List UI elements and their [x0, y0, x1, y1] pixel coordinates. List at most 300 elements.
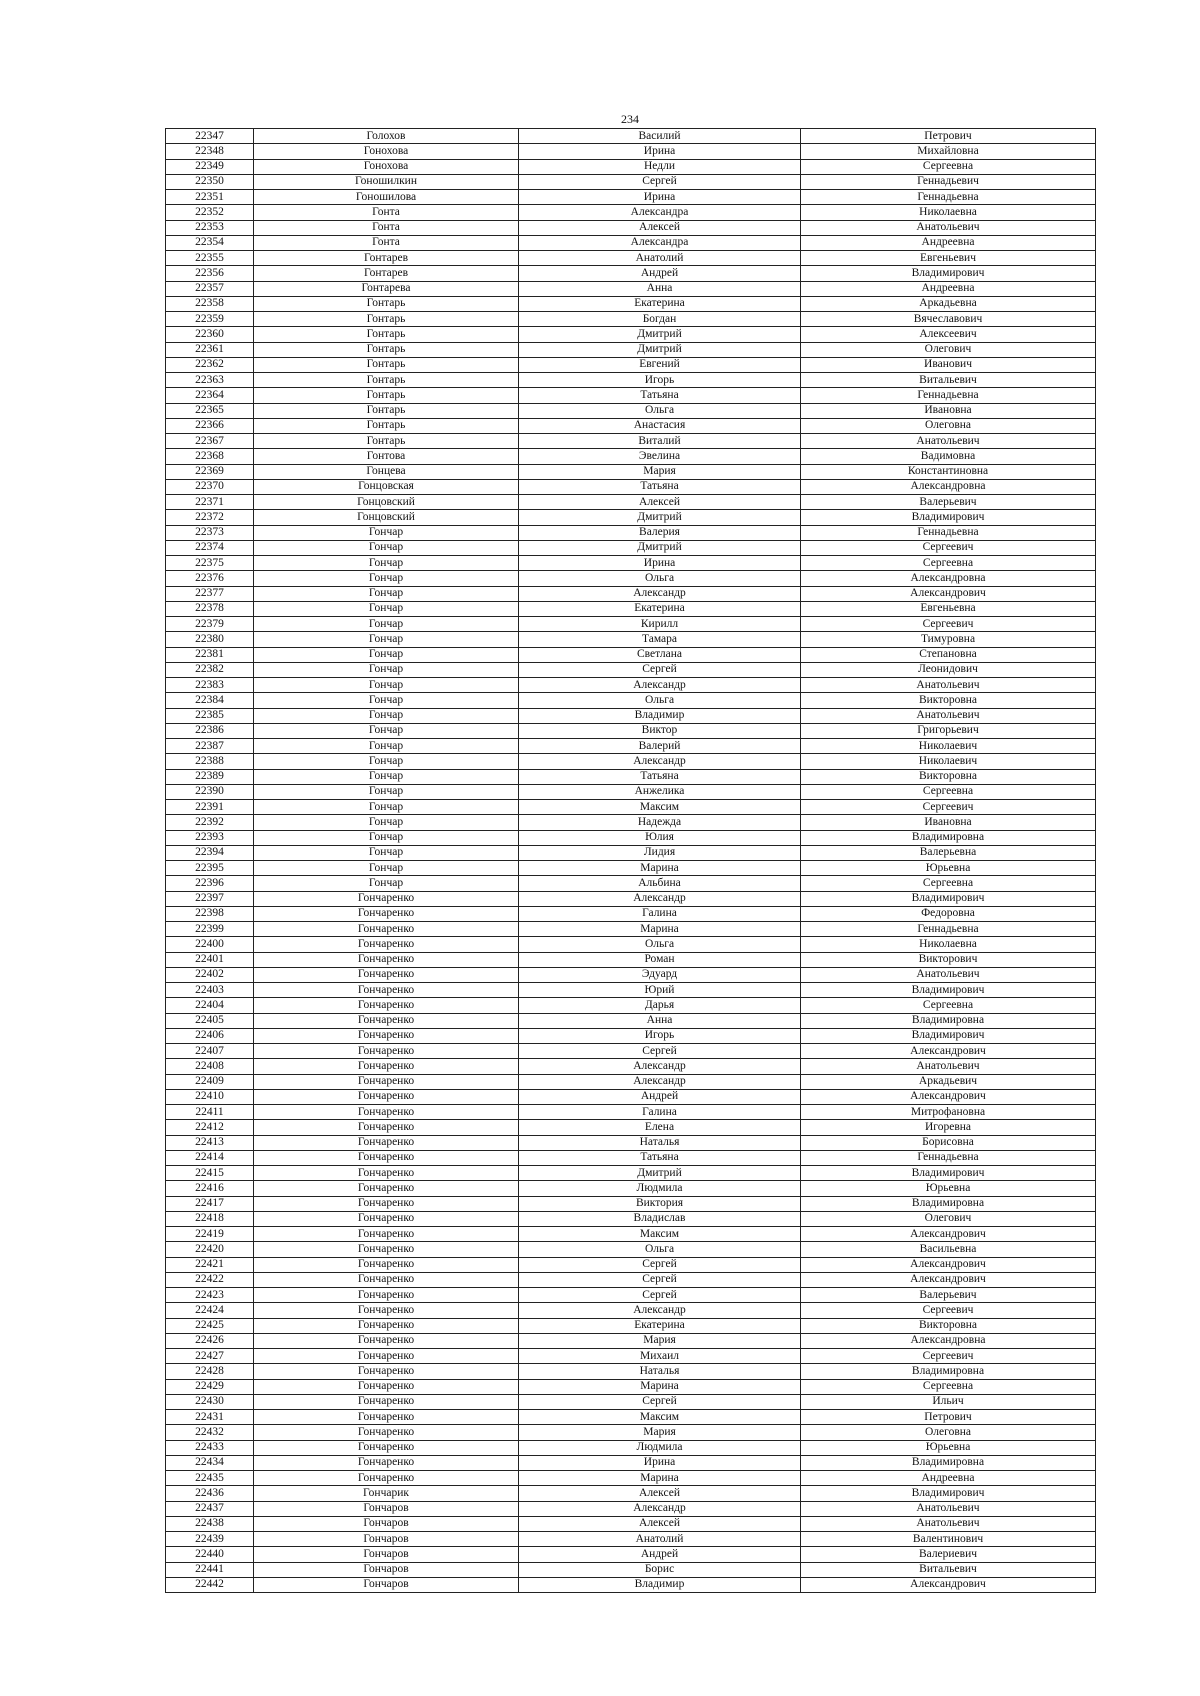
record-number-cell: 22412 — [166, 1120, 254, 1135]
record-number-cell: 22407 — [166, 1044, 254, 1059]
first-name-cell: Михаил — [519, 1349, 801, 1364]
patronymic-cell: Валентинович — [801, 1532, 1096, 1547]
record-number-cell: 22424 — [166, 1303, 254, 1318]
table-row — [166, 373, 1096, 388]
last-name-cell: Гончаров — [254, 1547, 519, 1562]
last-name-cell: Гонтарева — [254, 281, 519, 296]
first-name-cell: Сергей — [519, 662, 801, 677]
last-name-cell: Гончар — [254, 678, 519, 693]
record-number-cell: 22353 — [166, 220, 254, 235]
last-name-cell: Гонтарь — [254, 403, 519, 418]
first-name-cell: Ольга — [519, 693, 801, 708]
record-number-cell: 22363 — [166, 373, 254, 388]
first-name-cell: Александр — [519, 586, 801, 601]
first-name-cell: Альбина — [519, 876, 801, 891]
first-name-cell: Татьяна — [519, 769, 801, 784]
last-name-cell: Гончарик — [254, 1486, 519, 1501]
first-name-cell: Галина — [519, 1105, 801, 1120]
first-name-cell: Андрей — [519, 266, 801, 281]
patronymic-cell: Сергеевна — [801, 1379, 1096, 1394]
first-name-cell: Богдан — [519, 312, 801, 327]
table-row — [166, 632, 1096, 647]
table-row — [166, 266, 1096, 281]
table-row — [166, 1532, 1096, 1547]
table-row — [166, 1394, 1096, 1409]
patronymic-cell: Николаевна — [801, 205, 1096, 220]
record-number-cell: 22356 — [166, 266, 254, 281]
table-row — [166, 1562, 1096, 1577]
last-name-cell: Гончаренко — [254, 1028, 519, 1043]
table-row — [166, 1089, 1096, 1104]
last-name-cell: Гончаренко — [254, 1196, 519, 1211]
last-name-cell: Гончар — [254, 571, 519, 586]
patronymic-cell: Анатольевич — [801, 434, 1096, 449]
patronymic-cell: Викторовна — [801, 693, 1096, 708]
patronymic-cell: Сергеевич — [801, 617, 1096, 632]
first-name-cell: Ирина — [519, 144, 801, 159]
first-name-cell: Дарья — [519, 998, 801, 1013]
record-number-cell: 22409 — [166, 1074, 254, 1089]
record-number-cell: 22368 — [166, 449, 254, 464]
first-name-cell: Алексей — [519, 495, 801, 510]
last-name-cell: Гончаренко — [254, 906, 519, 921]
table-row — [166, 693, 1096, 708]
table-row — [166, 937, 1096, 952]
table-row — [166, 235, 1096, 250]
patronymic-cell: Александрович — [801, 1272, 1096, 1287]
table-row — [166, 1455, 1096, 1470]
table-row — [166, 1379, 1096, 1394]
first-name-cell: Игорь — [519, 373, 801, 388]
last-name-cell: Гончар — [254, 876, 519, 891]
record-number-cell: 22389 — [166, 769, 254, 784]
last-name-cell: Гонтарь — [254, 373, 519, 388]
registry-table — [165, 128, 1096, 1593]
table-row — [166, 1577, 1096, 1592]
last-name-cell: Гончаров — [254, 1532, 519, 1547]
record-number-cell: 22419 — [166, 1227, 254, 1242]
last-name-cell: Гончар — [254, 830, 519, 845]
patronymic-cell: Александрович — [801, 1227, 1096, 1242]
patronymic-cell: Ивановна — [801, 403, 1096, 418]
patronymic-cell: Юрьевна — [801, 1181, 1096, 1196]
patronymic-cell: Владимировна — [801, 830, 1096, 845]
patronymic-cell: Леонидович — [801, 662, 1096, 677]
patronymic-cell: Александрович — [801, 1257, 1096, 1272]
patronymic-cell: Сергеевна — [801, 998, 1096, 1013]
patronymic-cell: Геннадьевна — [801, 525, 1096, 540]
last-name-cell: Гонта — [254, 235, 519, 250]
first-name-cell: Сергей — [519, 1044, 801, 1059]
record-number-cell: 22360 — [166, 327, 254, 342]
last-name-cell: Гончаров — [254, 1516, 519, 1531]
table-row — [166, 1059, 1096, 1074]
patronymic-cell: Владимировна — [801, 1196, 1096, 1211]
first-name-cell: Сергей — [519, 174, 801, 189]
record-number-cell: 22376 — [166, 571, 254, 586]
last-name-cell: Гончар — [254, 754, 519, 769]
table-row — [166, 220, 1096, 235]
first-name-cell: Сергей — [519, 1272, 801, 1287]
last-name-cell: Гончаренко — [254, 1425, 519, 1440]
last-name-cell: Гончаренко — [254, 1227, 519, 1242]
first-name-cell: Алексей — [519, 1486, 801, 1501]
table-row — [166, 1181, 1096, 1196]
patronymic-cell: Александрович — [801, 586, 1096, 601]
patronymic-cell: Викторович — [801, 952, 1096, 967]
last-name-cell: Гончаренко — [254, 1349, 519, 1364]
patronymic-cell: Николаевна — [801, 937, 1096, 952]
first-name-cell: Надежда — [519, 815, 801, 830]
record-number-cell: 22426 — [166, 1333, 254, 1348]
patronymic-cell: Тимуровна — [801, 632, 1096, 647]
table-row — [166, 601, 1096, 616]
record-number-cell: 22350 — [166, 174, 254, 189]
record-number-cell: 22349 — [166, 159, 254, 174]
first-name-cell: Елена — [519, 1120, 801, 1135]
last-name-cell: Гончар — [254, 632, 519, 647]
record-number-cell: 22364 — [166, 388, 254, 403]
first-name-cell: Василий — [519, 129, 801, 144]
last-name-cell: Гончар — [254, 647, 519, 662]
first-name-cell: Татьяна — [519, 1150, 801, 1165]
last-name-cell: Гончаренко — [254, 952, 519, 967]
first-name-cell: Андрей — [519, 1547, 801, 1562]
table-row — [166, 662, 1096, 677]
record-number-cell: 22385 — [166, 708, 254, 723]
table-row — [166, 800, 1096, 815]
record-number-cell: 22374 — [166, 540, 254, 555]
patronymic-cell: Иванович — [801, 357, 1096, 372]
table-row — [166, 159, 1096, 174]
first-name-cell: Марина — [519, 922, 801, 937]
record-number-cell: 22441 — [166, 1562, 254, 1577]
last-name-cell: Гончаренко — [254, 1120, 519, 1135]
table-row — [166, 723, 1096, 738]
first-name-cell: Эвелина — [519, 449, 801, 464]
patronymic-cell: Александрович — [801, 1089, 1096, 1104]
first-name-cell: Юрий — [519, 983, 801, 998]
table-row — [166, 1349, 1096, 1364]
last-name-cell: Гончар — [254, 525, 519, 540]
record-number-cell: 22428 — [166, 1364, 254, 1379]
patronymic-cell: Валерьевна — [801, 845, 1096, 860]
patronymic-cell: Ивановна — [801, 815, 1096, 830]
first-name-cell: Валерия — [519, 525, 801, 540]
first-name-cell: Александр — [519, 1501, 801, 1516]
patronymic-cell: Викторовна — [801, 769, 1096, 784]
table-row — [166, 1486, 1096, 1501]
table-row — [166, 129, 1096, 144]
first-name-cell: Евгений — [519, 357, 801, 372]
table-row — [166, 434, 1096, 449]
record-number-cell: 22352 — [166, 205, 254, 220]
table-row — [166, 403, 1096, 418]
last-name-cell: Гончар — [254, 601, 519, 616]
table-row — [166, 1471, 1096, 1486]
table-row — [166, 418, 1096, 433]
first-name-cell: Максим — [519, 1227, 801, 1242]
last-name-cell: Гонтарев — [254, 266, 519, 281]
table-row — [166, 357, 1096, 372]
patronymic-cell: Алексеевич — [801, 327, 1096, 342]
last-name-cell: Гончар — [254, 693, 519, 708]
first-name-cell: Мария — [519, 464, 801, 479]
record-number-cell: 22415 — [166, 1166, 254, 1181]
table-row — [166, 1303, 1096, 1318]
table-row — [166, 1272, 1096, 1287]
patronymic-cell: Олегович — [801, 1211, 1096, 1226]
patronymic-cell: Геннадьевич — [801, 174, 1096, 189]
record-number-cell: 22434 — [166, 1455, 254, 1470]
record-number-cell: 22411 — [166, 1105, 254, 1120]
table-row — [166, 891, 1096, 906]
record-number-cell: 22361 — [166, 342, 254, 357]
record-number-cell: 22387 — [166, 739, 254, 754]
patronymic-cell: Григорьевич — [801, 723, 1096, 738]
record-number-cell: 22423 — [166, 1288, 254, 1303]
table-row — [166, 312, 1096, 327]
first-name-cell: Татьяна — [519, 479, 801, 494]
patronymic-cell: Владимирович — [801, 983, 1096, 998]
table-row — [166, 1227, 1096, 1242]
last-name-cell: Гончаренко — [254, 1318, 519, 1333]
table-row — [166, 708, 1096, 723]
last-name-cell: Гончаренко — [254, 967, 519, 982]
record-number-cell: 22393 — [166, 830, 254, 845]
record-number-cell: 22439 — [166, 1532, 254, 1547]
patronymic-cell: Владимирович — [801, 1028, 1096, 1043]
table-row — [166, 540, 1096, 555]
patronymic-cell: Геннадьевна — [801, 1150, 1096, 1165]
record-number-cell: 22408 — [166, 1059, 254, 1074]
table-row — [166, 617, 1096, 632]
last-name-cell: Гонохова — [254, 159, 519, 174]
record-number-cell: 22391 — [166, 800, 254, 815]
first-name-cell: Людмила — [519, 1440, 801, 1455]
record-number-cell: 22382 — [166, 662, 254, 677]
last-name-cell: Гонтарь — [254, 357, 519, 372]
registry-body — [166, 129, 1096, 1593]
first-name-cell: Лидия — [519, 845, 801, 860]
record-number-cell: 22418 — [166, 1211, 254, 1226]
record-number-cell: 22359 — [166, 312, 254, 327]
patronymic-cell: Сергеевна — [801, 556, 1096, 571]
first-name-cell: Борис — [519, 1562, 801, 1577]
patronymic-cell: Константиновна — [801, 464, 1096, 479]
first-name-cell: Александр — [519, 1059, 801, 1074]
record-number-cell: 22399 — [166, 922, 254, 937]
table-row — [166, 1516, 1096, 1531]
first-name-cell: Дмитрий — [519, 1166, 801, 1181]
last-name-cell: Гончар — [254, 815, 519, 830]
first-name-cell: Александр — [519, 678, 801, 693]
first-name-cell: Александра — [519, 205, 801, 220]
first-name-cell: Екатерина — [519, 601, 801, 616]
record-number-cell: 22375 — [166, 556, 254, 571]
patronymic-cell: Анатольевич — [801, 967, 1096, 982]
record-number-cell: 22430 — [166, 1394, 254, 1409]
last-name-cell: Гончаренко — [254, 1211, 519, 1226]
table-row — [166, 449, 1096, 464]
patronymic-cell: Александровна — [801, 1333, 1096, 1348]
table-row — [166, 815, 1096, 830]
record-number-cell: 22433 — [166, 1440, 254, 1455]
table-row — [166, 845, 1096, 860]
last-name-cell: Гончаров — [254, 1562, 519, 1577]
record-number-cell: 22378 — [166, 601, 254, 616]
last-name-cell: Гончаренко — [254, 1257, 519, 1272]
last-name-cell: Гончар — [254, 739, 519, 754]
page-number: 234 — [621, 112, 639, 126]
patronymic-cell: Сергеевна — [801, 784, 1096, 799]
last-name-cell: Гонтарь — [254, 327, 519, 342]
table-row — [166, 1257, 1096, 1272]
last-name-cell: Гоношилкин — [254, 174, 519, 189]
first-name-cell: Кирилл — [519, 617, 801, 632]
patronymic-cell: Витальевич — [801, 373, 1096, 388]
last-name-cell: Гончар — [254, 586, 519, 601]
patronymic-cell: Петрович — [801, 1410, 1096, 1425]
first-name-cell: Анатолий — [519, 251, 801, 266]
record-number-cell: 22437 — [166, 1501, 254, 1516]
patronymic-cell: Геннадьевна — [801, 922, 1096, 937]
last-name-cell: Гончаренко — [254, 1013, 519, 1028]
first-name-cell: Виктор — [519, 723, 801, 738]
last-name-cell: Гончар — [254, 769, 519, 784]
table-row — [166, 861, 1096, 876]
record-number-cell: 22432 — [166, 1425, 254, 1440]
patronymic-cell: Сергеевич — [801, 1349, 1096, 1364]
last-name-cell: Гонцовский — [254, 510, 519, 525]
first-name-cell: Ольга — [519, 1242, 801, 1257]
record-number-cell: 22366 — [166, 418, 254, 433]
table-row — [166, 1364, 1096, 1379]
last-name-cell: Гонцева — [254, 464, 519, 479]
last-name-cell: Гонцовский — [254, 495, 519, 510]
last-name-cell: Гончаренко — [254, 1044, 519, 1059]
record-number-cell: 22442 — [166, 1577, 254, 1592]
record-number-cell: 22422 — [166, 1272, 254, 1287]
last-name-cell: Гончаренко — [254, 1455, 519, 1470]
first-name-cell: Александр — [519, 1303, 801, 1318]
first-name-cell: Виктория — [519, 1196, 801, 1211]
record-number-cell: 22400 — [166, 937, 254, 952]
last-name-cell: Гончар — [254, 861, 519, 876]
patronymic-cell: Анатольевич — [801, 1059, 1096, 1074]
patronymic-cell: Анатольевич — [801, 708, 1096, 723]
first-name-cell: Дмитрий — [519, 327, 801, 342]
patronymic-cell: Олеговна — [801, 1425, 1096, 1440]
patronymic-cell: Анатольевич — [801, 220, 1096, 235]
patronymic-cell: Владимировна — [801, 1364, 1096, 1379]
patronymic-cell: Валерьевич — [801, 495, 1096, 510]
patronymic-cell: Петрович — [801, 129, 1096, 144]
patronymic-cell: Степановна — [801, 647, 1096, 662]
table-row — [166, 1242, 1096, 1257]
last-name-cell: Гончаренко — [254, 1379, 519, 1394]
record-number-cell: 22365 — [166, 403, 254, 418]
record-number-cell: 22429 — [166, 1379, 254, 1394]
first-name-cell: Максим — [519, 800, 801, 815]
patronymic-cell: Олегович — [801, 342, 1096, 357]
record-number-cell: 22417 — [166, 1196, 254, 1211]
first-name-cell: Ольга — [519, 403, 801, 418]
patronymic-cell: Николаевич — [801, 754, 1096, 769]
table-row — [166, 754, 1096, 769]
patronymic-cell: Владимирович — [801, 266, 1096, 281]
record-number-cell: 22440 — [166, 1547, 254, 1562]
table-row — [166, 1547, 1096, 1562]
first-name-cell: Роман — [519, 952, 801, 967]
table-row — [166, 1105, 1096, 1120]
last-name-cell: Гончаров — [254, 1577, 519, 1592]
record-number-cell: 22413 — [166, 1135, 254, 1150]
last-name-cell: Гонтова — [254, 449, 519, 464]
patronymic-cell: Владимирович — [801, 891, 1096, 906]
record-number-cell: 22421 — [166, 1257, 254, 1272]
patronymic-cell: Федоровна — [801, 906, 1096, 921]
patronymic-cell: Юрьевна — [801, 1440, 1096, 1455]
last-name-cell: Голохов — [254, 129, 519, 144]
first-name-cell: Анатолий — [519, 1532, 801, 1547]
record-number-cell: 22403 — [166, 983, 254, 998]
record-number-cell: 22414 — [166, 1150, 254, 1165]
table-row — [166, 388, 1096, 403]
first-name-cell: Дмитрий — [519, 540, 801, 555]
record-number-cell: 22438 — [166, 1516, 254, 1531]
first-name-cell: Ирина — [519, 190, 801, 205]
patronymic-cell: Сергеевич — [801, 1303, 1096, 1318]
last-name-cell: Гончар — [254, 556, 519, 571]
first-name-cell: Александр — [519, 891, 801, 906]
first-name-cell: Недли — [519, 159, 801, 174]
patronymic-cell: Владимировна — [801, 1013, 1096, 1028]
patronymic-cell: Сергеевич — [801, 540, 1096, 555]
last-name-cell: Гонтарев — [254, 251, 519, 266]
record-number-cell: 22416 — [166, 1181, 254, 1196]
table-row — [166, 586, 1096, 601]
patronymic-cell: Сергеевна — [801, 876, 1096, 891]
first-name-cell: Анастасия — [519, 418, 801, 433]
patronymic-cell: Сергеевич — [801, 800, 1096, 815]
patronymic-cell: Александрович — [801, 1044, 1096, 1059]
table-row — [166, 1166, 1096, 1181]
first-name-cell: Марина — [519, 1379, 801, 1394]
last-name-cell: Гончаренко — [254, 1150, 519, 1165]
last-name-cell: Гончар — [254, 662, 519, 677]
first-name-cell: Тамара — [519, 632, 801, 647]
record-number-cell: 22386 — [166, 723, 254, 738]
table-row — [166, 1120, 1096, 1135]
record-number-cell: 22381 — [166, 647, 254, 662]
record-number-cell: 22377 — [166, 586, 254, 601]
record-number-cell: 22397 — [166, 891, 254, 906]
first-name-cell: Мария — [519, 1333, 801, 1348]
table-row — [166, 1196, 1096, 1211]
first-name-cell: Людмила — [519, 1181, 801, 1196]
first-name-cell: Алексей — [519, 220, 801, 235]
last-name-cell: Гончаренко — [254, 1364, 519, 1379]
first-name-cell: Екатерина — [519, 1318, 801, 1333]
table-row — [166, 1410, 1096, 1425]
first-name-cell: Наталья — [519, 1135, 801, 1150]
last-name-cell: Гонта — [254, 205, 519, 220]
first-name-cell: Валерий — [519, 739, 801, 754]
record-number-cell: 22354 — [166, 235, 254, 250]
first-name-cell: Ирина — [519, 1455, 801, 1470]
record-number-cell: 22396 — [166, 876, 254, 891]
